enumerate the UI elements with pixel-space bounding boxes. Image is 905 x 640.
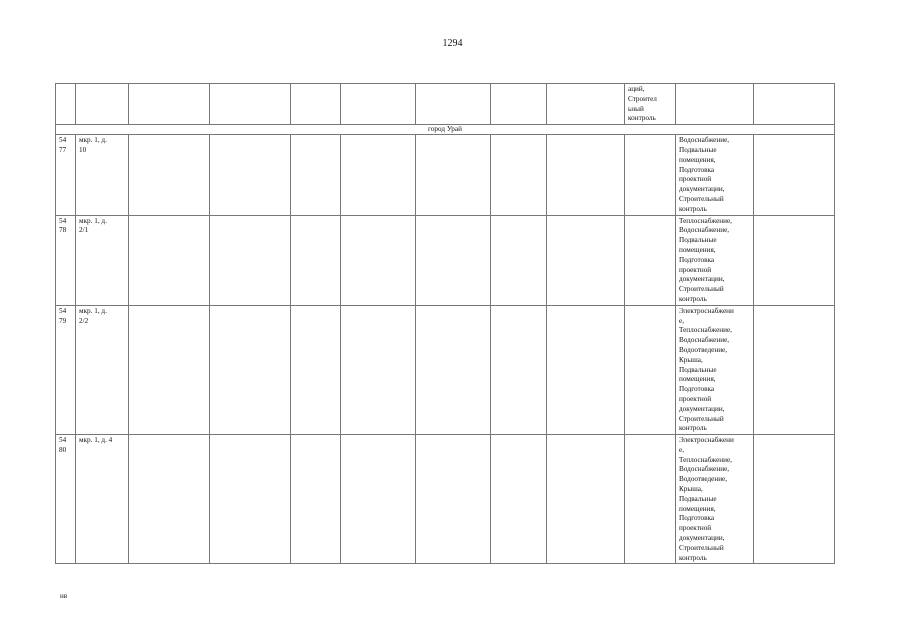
row-address: мкр. 1, д. 4 bbox=[76, 435, 129, 564]
table-cell bbox=[291, 435, 341, 564]
table-cell bbox=[56, 84, 76, 125]
table-cell bbox=[547, 305, 625, 434]
table-cell bbox=[210, 305, 291, 434]
table-cell bbox=[291, 135, 341, 215]
table-cell bbox=[210, 435, 291, 564]
table-cell bbox=[341, 305, 416, 434]
table-cell bbox=[129, 305, 210, 434]
table-cell bbox=[416, 435, 491, 564]
city-name: город Урай bbox=[56, 125, 835, 135]
table-cell bbox=[754, 305, 835, 434]
table-cell bbox=[625, 305, 676, 434]
table-cell bbox=[754, 84, 835, 125]
table-cell bbox=[210, 135, 291, 215]
table-cell bbox=[754, 435, 835, 564]
row-works: Электроснабжени е, Теплоснабжение, Водоснабжение, Водоотведение, Крыша, Подвальные помещения, Подготовка проектной документации, Строительный контроль bbox=[676, 435, 754, 564]
table-cell bbox=[491, 135, 547, 215]
table-row bbox=[56, 215, 835, 305]
table-cell bbox=[341, 435, 416, 564]
table-cell bbox=[416, 215, 491, 305]
table-cell bbox=[625, 135, 676, 215]
row-number: 54 78 bbox=[56, 215, 76, 305]
table-cell bbox=[491, 305, 547, 434]
page-number: 1294 bbox=[442, 38, 463, 49]
row-address: мкр. 1, д. 10 bbox=[76, 135, 129, 215]
table-cell bbox=[291, 215, 341, 305]
table-cell bbox=[129, 135, 210, 215]
table-cell bbox=[291, 84, 341, 125]
table-cell bbox=[754, 215, 835, 305]
header-cell-control: аций, Строител ьный контроль bbox=[625, 84, 676, 125]
table-cell bbox=[754, 135, 835, 215]
table-cell bbox=[547, 435, 625, 564]
table-cell bbox=[547, 84, 625, 125]
table-cell bbox=[341, 135, 416, 215]
table-row bbox=[56, 305, 835, 434]
table-cell bbox=[129, 84, 210, 125]
row-number: 54 80 bbox=[56, 435, 76, 564]
table-cell bbox=[341, 215, 416, 305]
table-cell bbox=[547, 215, 625, 305]
row-works: Электроснабжени е, Теплоснабжение, Водоснабжение, Водоотведение, Крыша, Подвальные помещения, Подготовка проектной документации, Строительный контроль bbox=[676, 305, 754, 434]
works-table bbox=[55, 83, 835, 564]
city-row bbox=[56, 125, 835, 135]
table-cell bbox=[625, 435, 676, 564]
table-cell bbox=[291, 305, 341, 434]
table-row bbox=[56, 135, 835, 215]
table-cell bbox=[210, 215, 291, 305]
table-cell bbox=[416, 84, 491, 125]
row-address: мкр. 1, д. 2/1 bbox=[76, 215, 129, 305]
table-cell bbox=[547, 135, 625, 215]
row-works: Теплоснабжение, Водоснабжение, Подвальные помещения, Подготовка проектной документации, Строительный контроль bbox=[676, 215, 754, 305]
table-header-row bbox=[56, 84, 835, 125]
table-cell bbox=[129, 435, 210, 564]
row-works: Водоснабжение, Подвальные помещения, Подготовка проектной документации, Строительный контроль bbox=[676, 135, 754, 215]
table-cell bbox=[625, 215, 676, 305]
table-row bbox=[56, 435, 835, 564]
table-cell bbox=[491, 84, 547, 125]
table-cell bbox=[416, 305, 491, 434]
row-number: 54 77 bbox=[56, 135, 76, 215]
row-address: мкр. 1, д. 2/2 bbox=[76, 305, 129, 434]
table-cell bbox=[129, 215, 210, 305]
table-cell bbox=[491, 215, 547, 305]
footer-mark: нв bbox=[60, 592, 68, 600]
table-cell bbox=[76, 84, 129, 125]
table-cell bbox=[491, 435, 547, 564]
table-cell bbox=[210, 84, 291, 125]
table-cell bbox=[676, 84, 754, 125]
table-cell bbox=[416, 135, 491, 215]
table-cell bbox=[341, 84, 416, 125]
row-number: 54 79 bbox=[56, 305, 76, 434]
